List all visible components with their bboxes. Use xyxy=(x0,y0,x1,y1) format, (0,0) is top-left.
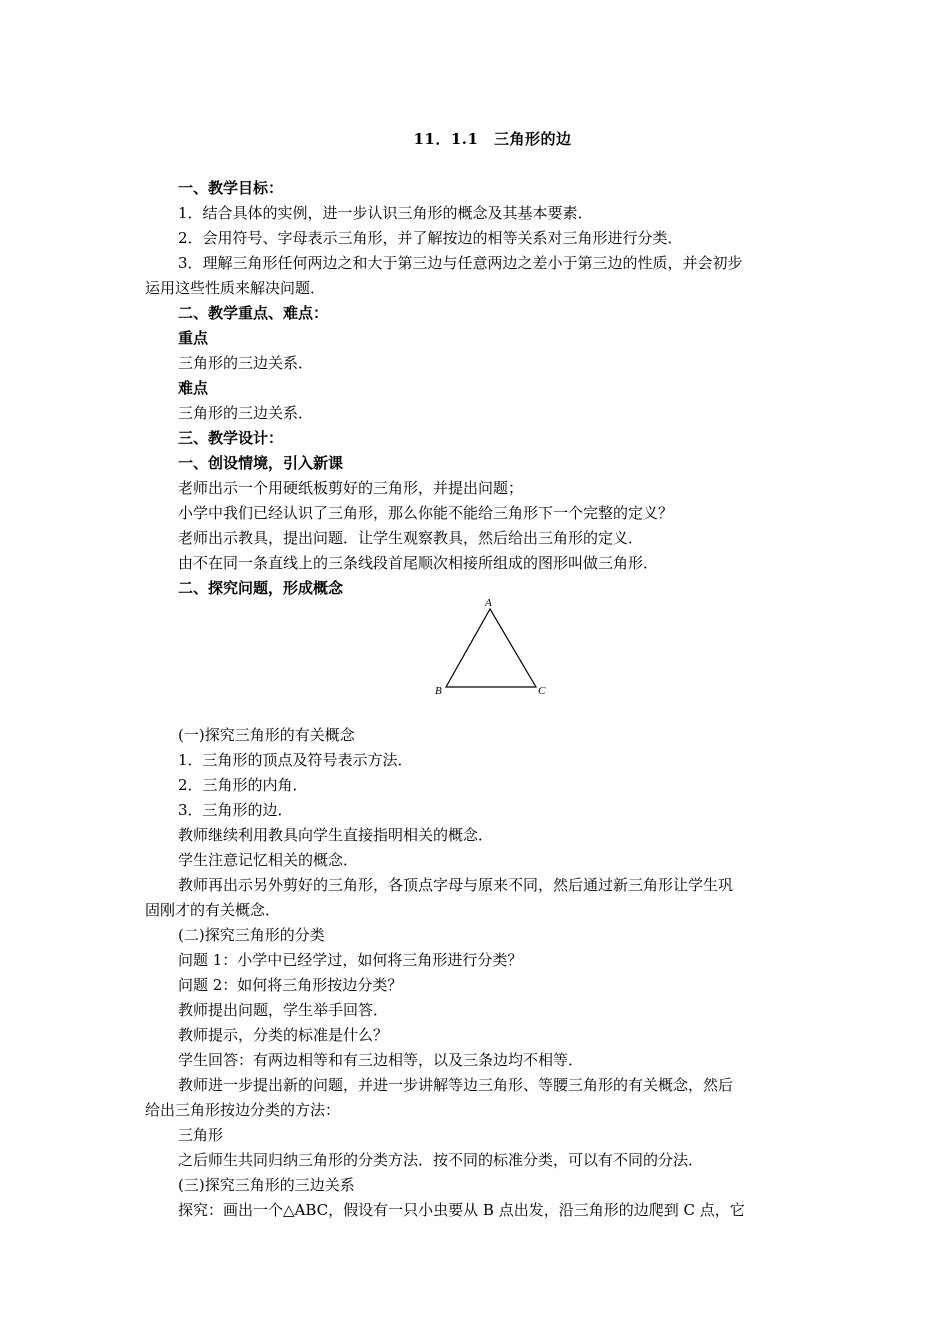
paragraph-line: 2．会用符号、字母表示三角形，并了解按边的相等关系对三角形进行分类． xyxy=(178,229,683,247)
paragraph-line: 1．结合具体的实例，进一步认识三角形的概念及其基本要素． xyxy=(178,204,593,222)
paragraph-line: 1．三角形的顶点及符号表示方法． xyxy=(178,751,413,769)
paragraph-line: 小学中我们已经认识了三角形，那么你能不能给三角形下一个完整的定义？ xyxy=(178,504,674,522)
subheading: 重点 xyxy=(178,329,209,347)
paragraph-line: 2．三角形的内角． xyxy=(178,776,308,794)
subheading: 二、探究问题，形成概念 xyxy=(178,579,344,597)
paragraph-line: 教师进一步提出新的问题，并进一步讲解等边三角形、等腰三角形的有关概念，然后 xyxy=(178,1076,734,1094)
section-heading: 三、教学设计： xyxy=(178,429,284,447)
triangle-shape xyxy=(446,609,536,687)
paragraph-line: 学生回答：有两边相等和有三边相等，以及三条边均不相等． xyxy=(178,1051,584,1069)
paragraph-line: 三角形 xyxy=(178,1126,224,1144)
vertex-c-label: C xyxy=(538,685,546,697)
paragraph-line: 给出三角形按边分类的方法： xyxy=(145,1101,341,1119)
paragraph-line: 运用这些性质来解决问题． xyxy=(145,279,326,297)
paragraph-line: 固刚才的有关概念． xyxy=(145,901,281,919)
paragraph-line: 3．三角形的边． xyxy=(178,801,293,819)
paragraph-line: 老师出示一个用硬纸板剪好的三角形，并提出问题； xyxy=(178,479,524,497)
subheading: (二)探究三角形的分类 xyxy=(178,926,325,944)
triangle-figure xyxy=(430,595,560,705)
subheading: 难点 xyxy=(178,379,209,397)
paragraph-line: 三角形的三边关系． xyxy=(178,354,314,372)
paragraph-line: 三角形的三边关系． xyxy=(178,404,314,422)
paragraph-line: 之后师生共同归纳三角形的分类方法．按不同的标准分类，可以有不同的分法． xyxy=(178,1151,704,1169)
section-heading: 一、教学目标： xyxy=(178,179,284,197)
paragraph-line: 教师提出问题，学生举手回答． xyxy=(178,1001,389,1019)
paragraph-line: 问题 2：如何将三角形按边分类？ xyxy=(178,976,403,994)
vertex-a-label: A xyxy=(485,597,492,609)
vertex-b-label: B xyxy=(435,685,442,697)
section-heading: 二、教学重点、难点： xyxy=(178,304,329,322)
paragraph-line: 老师出示教具，提出问题．让学生观察教具，然后给出三角形的定义． xyxy=(178,529,644,547)
subheading: (一)探究三角形的有关概念 xyxy=(178,726,355,744)
paragraph-line: 学生注意记忆相关的概念． xyxy=(178,851,359,869)
subheading: 一、创设情境，引入新课 xyxy=(178,454,344,472)
subheading: (三)探究三角形的三边关系 xyxy=(178,1176,355,1194)
paragraph-line: 问题 1：小学中已经学过，如何将三角形进行分类？ xyxy=(178,951,523,969)
paragraph-line: 教师再出示另外剪好的三角形，各顶点字母与原来不同，然后通过新三角形让学生巩 xyxy=(178,876,734,894)
paragraph-line: 教师提示，分类的标准是什么？ xyxy=(178,1026,389,1044)
document-title: 11．1.1 三角形的边 xyxy=(413,130,572,148)
paragraph-line: 探究：画出一个△ABC，假设有一只小虫要从 B 点出发，沿三角形的边爬到 C 点，它 xyxy=(178,1201,745,1219)
paragraph-line: 教师继续利用教具向学生直接指明相关的概念． xyxy=(178,826,494,844)
paragraph-line: 3．理解三角形任何两边之和大于第三边与任意两边之差小于第三边的性质，并会初步 xyxy=(178,254,743,272)
paragraph-line: 由不在同一条直线上的三条线段首尾顺次相接所组成的图形叫做三角形． xyxy=(178,554,659,572)
